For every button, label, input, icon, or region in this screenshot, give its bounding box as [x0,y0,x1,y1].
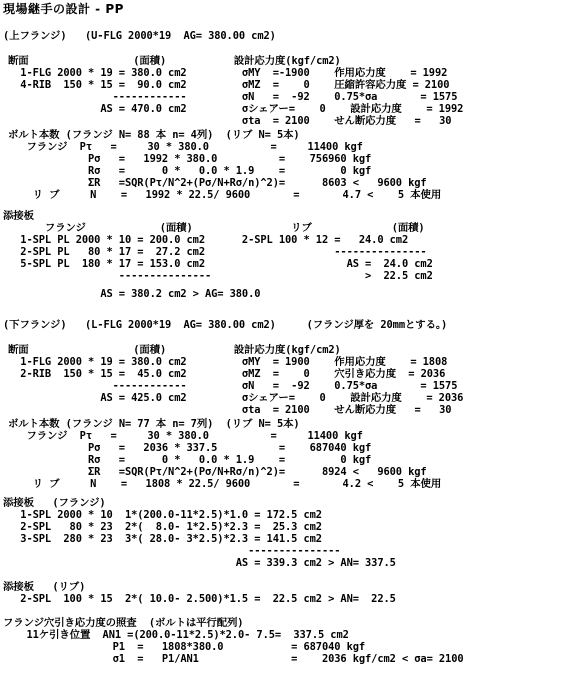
text-line: σta = 2100 せん断応力度 = 30 [8,404,452,416]
text-line: Pσ = 1992 * 380.0 = 756960 kgf [8,153,372,165]
text-line: ボルト本数 (フランジ N= 77 本 n= 7列) (リブ N= 5本) [8,418,300,430]
text-line: ボルト本数 (フランジ N= 88 本 n= 4列) (リブ N= 5本) [8,129,300,141]
text-line: (上フランジ) (U-FLG 2000*19 AG= 380.00 cm2) [3,30,276,42]
text-line: フランジ (面積) リブ (面積) [8,222,425,234]
text-line: 11ケ引き位置 AN1 =(200.0-11*2.5)*2.0- 7.5= 337.5 cm2 [8,629,349,641]
text-line: ΣR =SQR(Pτ/N^2+(Pσ/N+Rσ/n)^2)= 8924 < 9600 kgf [8,466,427,478]
text-line: Rσ = 0 * 0.0 * 1.9 = 0 kgf [8,165,372,177]
text-line: (下フランジ) (L-FLG 2000*19 AG= 380.00 cm2) (フランジ厚を 20mmとする。) [3,319,448,331]
page-title: 現場継手の設計 - PP [3,2,124,16]
text-line: Pσ = 2036 * 337.5 = 687040 kgf [8,442,372,454]
text-line: 3-SPL 280 * 23 3*( 28.0- 3*2.5)*2.3 = 141.5 cm2 [8,533,322,545]
text-line: 1-FLG 2000 * 19 = 380.0 cm2 σMY =-1900 作用応力度 = 1992 [8,67,448,79]
text-line: 断面 (面積) 設計応力度(kgf/cm2) [8,344,341,356]
text-line: 2-SPL 80 * 23 2*( 8.0- 1*2.5)*2.3 = 25.3 cm2 [8,521,322,533]
text-line: フランジ穴引き応力度の照査 (ボルトは平行配列) [3,617,244,629]
text-line: 1-SPL 2000 * 10 1*(200.0-11*2.5)*1.0 = 172.5 cm2 [8,509,322,521]
text-line: AS = 470.0 cm2 σシェアー= 0 設計応力度 = 1992 [8,103,464,115]
text-line: 2-SPL 100 * 15 2*( 10.0- 2.500)*1.5 = 22.5 cm2 > AN= 22.5 [8,593,396,605]
text-line: 添接板 [3,210,34,222]
text-line: 断面 (面積) 設計応力度(kgf/cm2) [8,55,341,67]
text-line: ΣR =SQR(Pτ/N^2+(Pσ/N+Rσ/n)^2)= 8603 < 9600 kgf [8,177,427,189]
text-line: 2-SPL PL 80 * 17 = 27.2 cm2 --------------- [8,246,427,258]
text-line: リ ブ N = 1992 * 22.5/ 9600 = 4.7 < 5 本使用 [8,189,442,201]
text-line: AS = 425.0 cm2 σシェアー= 0 設計応力度 = 2036 [8,392,464,404]
text-line: 添接板 (フランジ) [3,497,106,509]
text-line: --------------- [8,545,341,557]
text-line: P1 = 1808*380.0 = 687040 kgf [8,641,366,653]
text-line: 5-SPL PL 180 * 17 = 153.0 cm2 AS = 24.0 cm2 [8,258,433,270]
text-line: ------------ σN = -92 0.75*σa = 1575 [8,91,458,103]
text-line: --------------- > 22.5 cm2 [8,270,433,282]
text-line: σ1 = P1/AN1 = 2036 kgf/cm2 < σa= 2100 [8,653,464,665]
text-line: 2-RIB 150 * 15 = 45.0 cm2 σMZ = 0 穴引き応力度 = 2036 [8,368,446,380]
text-line: ------------ σN = -92 0.75*σa = 1575 [8,380,458,392]
text-line: フランジ Pτ = 30 * 380.0 = 11400 kgf [8,430,363,442]
text-line: 4-RIB 150 * 15 = 90.0 cm2 σMZ = 0 圧縮許容応力度 = 2100 [8,79,450,91]
text-line: AS = 380.2 cm2 > AG= 380.0 [8,288,261,300]
text-line: σta = 2100 せん断応力度 = 30 [8,115,452,127]
text-line: 添接板 (リブ) [3,581,86,593]
text-line: Rσ = 0 * 0.0 * 1.9 = 0 kgf [8,454,372,466]
text-line: AS = 339.3 cm2 > AN= 337.5 [8,557,396,569]
text-line: リ ブ N = 1808 * 22.5/ 9600 = 4.2 < 5 本使用 [8,478,442,490]
text-line: 1-SPL PL 2000 * 10 = 200.0 cm2 2-SPL 100 * 12 = 24.0 cm2 [8,234,409,246]
text-line: フランジ Pτ = 30 * 380.0 = 11400 kgf [8,141,363,153]
text-line: 1-FLG 2000 * 19 = 380.0 cm2 σMY = 1900 作用応力度 = 1808 [8,356,448,368]
